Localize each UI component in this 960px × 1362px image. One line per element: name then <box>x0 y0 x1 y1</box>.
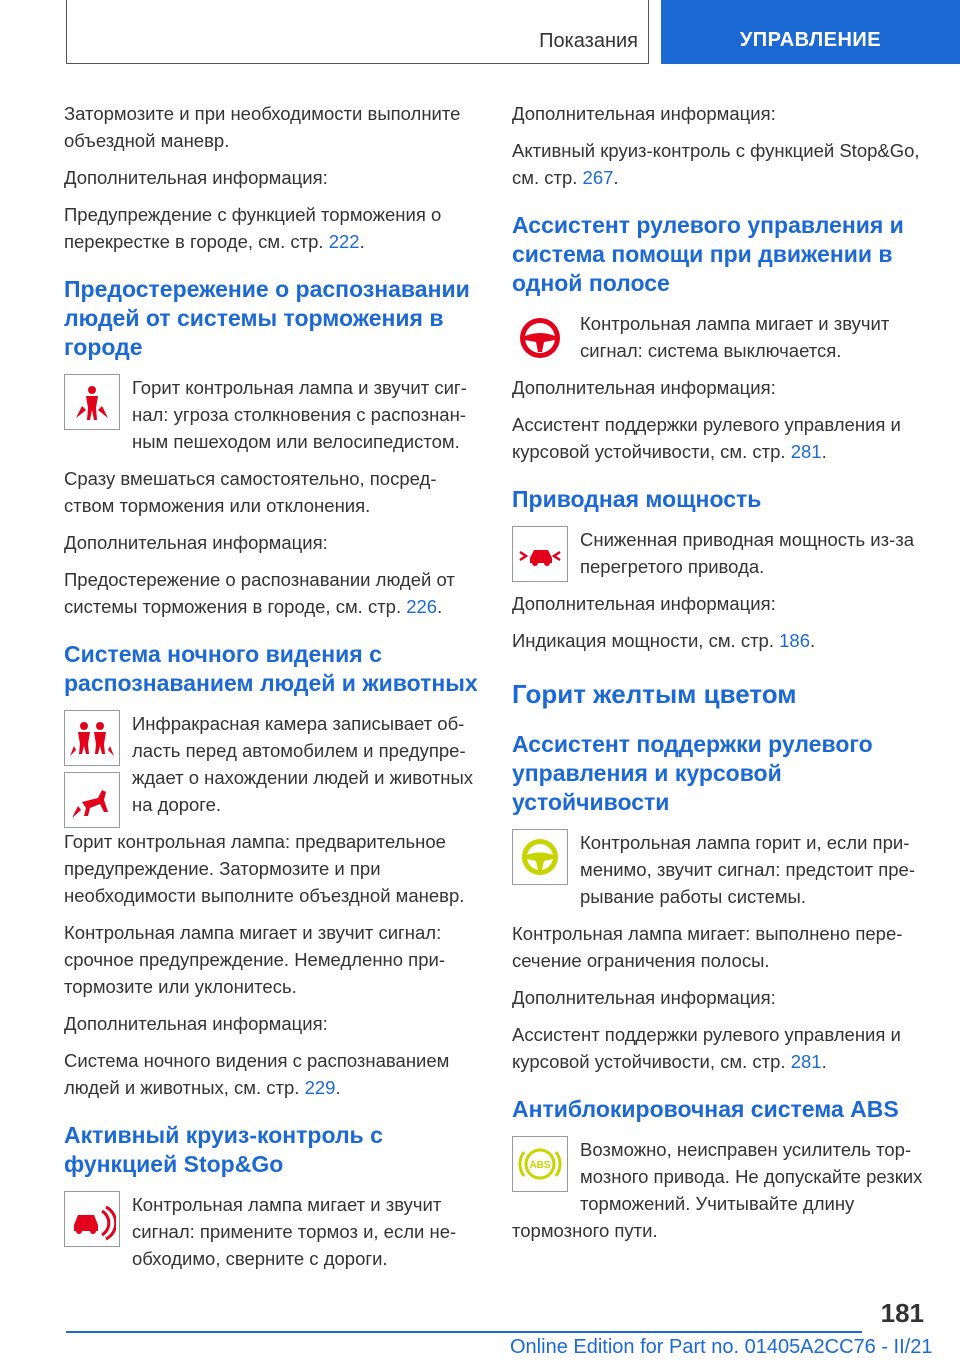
paragraph: Дополнительная информация: <box>512 987 776 1008</box>
paragraph: Система ночного видения с распознаванием людей и животных, см. стр. 229. <box>64 1050 450 1098</box>
page-link[interactable]: 267 <box>582 167 614 188</box>
footer-divider <box>66 1331 862 1333</box>
night-vision-animal-icon <box>64 772 120 828</box>
section-heading: Ассистент поддержки рулевого управления и курсовой устойчивости <box>512 731 873 815</box>
paragraph: Контрольная лампа мигает: выполнено пересечение ограничения полосы. <box>512 923 903 971</box>
acc-brake-icon <box>64 1191 120 1247</box>
paragraph: Предупреждение с функцией торможения о перекрестке в городе, см. стр. 222. <box>64 204 442 252</box>
header-section: Показания <box>539 30 638 52</box>
section-heading: Предостережение о распознавании людей от системы торможения в городе <box>64 276 470 360</box>
paragraph: Возможно, неисправен усилитель тормозного привода. Не допускайте резких торможений. Учитывайте длину тормозного пути. <box>512 1139 923 1241</box>
drive-power-icon <box>512 526 568 582</box>
section-heading: Ассистент рулевого управления и система помощи при движении в одной полосе <box>512 212 904 296</box>
page-link[interactable]: 226 <box>406 596 438 617</box>
paragraph: Ассистент поддержки рулевого управления и курсовой устойчивости, см. стр. 281. <box>512 414 901 462</box>
paragraph: Инфракрасная камера записывает область перед автомобилем и предупреждает о нахождении людей и животных на дороге. <box>132 713 474 815</box>
left-column <box>64 100 479 1282</box>
abs-icon-label: ABS <box>529 1160 551 1171</box>
paragraph: Дополнительная информация: <box>512 377 776 398</box>
paragraph: Дополнительная информация: <box>64 167 328 188</box>
paragraph: Дополнительная информация: <box>64 1013 328 1034</box>
paragraph: Сниженная приводная мощность из-за перегретого привода. <box>580 529 915 577</box>
paragraph: Контрольная лампа горит и, если применимо, звучит сигнал: предстоит прерывание работы системы. <box>580 832 915 907</box>
paragraph: Индикация мощности, см. стр. 186. <box>512 630 816 651</box>
chapter-heading: Горит желтым цветом <box>512 679 797 709</box>
paragraph: Горит контрольная лампа: предварительное предупреждение. Затормозите и при необходимости выполните объездной маневр. <box>64 831 465 906</box>
paragraph: Активный круиз-контроль с функцией Stop&Go, см. стр. 267. <box>512 140 920 188</box>
page-link[interactable]: 281 <box>790 441 822 462</box>
paragraph: Затормозите и при необходимости выполните объездной маневр. <box>64 103 461 151</box>
page-link[interactable]: 229 <box>304 1077 336 1098</box>
paragraph: Горит контрольная лампа и звучит сигнал: угроза столкновения с распознанным пешеходом или велосипедистом. <box>132 377 467 452</box>
section-heading: Антиблокировочная система ABS <box>512 1096 899 1122</box>
steering-wheel-yellow-icon <box>512 829 568 885</box>
page-link[interactable]: 281 <box>790 1051 822 1072</box>
section-heading: Приводная мощность <box>512 486 762 512</box>
paragraph: Контрольная лампа мигает и звучит сигнал: система выключается. <box>580 313 890 361</box>
section-heading: Система ночного видения с распознаванием людей и животных <box>64 641 478 696</box>
steering-wheel-red-icon <box>512 310 568 366</box>
paragraph: Ассистент поддержки рулевого управления и курсовой устойчивости, см. стр. 281. <box>512 1024 901 1072</box>
page-number: 181 <box>880 1298 924 1328</box>
paragraph: Сразу вмешаться самостоятельно, посредством торможения или отклонения. <box>64 468 437 516</box>
paragraph: Контрольная лампа мигает и звучит сигнал: примените тормоз и, если необходимо, сверните с дороги. <box>132 1194 457 1269</box>
paragraph: Дополнительная информация: <box>64 532 328 553</box>
header-chapter: УПРАВЛЕНИЕ <box>661 0 960 64</box>
section-heading: Активный круиз-контроль с функцией Stop&Go <box>64 1122 383 1177</box>
paragraph: Дополнительная информация: <box>512 103 776 124</box>
abs-icon <box>512 1136 568 1192</box>
pedestrian-warning-icon <box>64 374 120 430</box>
page-link[interactable]: 186 <box>779 630 811 651</box>
page-link[interactable]: 222 <box>328 231 360 252</box>
paragraph: Контрольная лампа мигает и звучит сигнал: срочное предупреждение. Немедленно притормозите или уклонитесь. <box>64 922 445 997</box>
paragraph: Предостережение о распознавании людей от системы торможения в городе, см. стр. 226. <box>64 569 455 617</box>
right-column <box>512 100 927 1254</box>
night-vision-persons-icon <box>64 710 120 766</box>
edition-note: Online Edition for Part no. 01405A2CC76 - II/21 <box>510 1336 933 1358</box>
paragraph: Дополнительная информация: <box>512 593 776 614</box>
